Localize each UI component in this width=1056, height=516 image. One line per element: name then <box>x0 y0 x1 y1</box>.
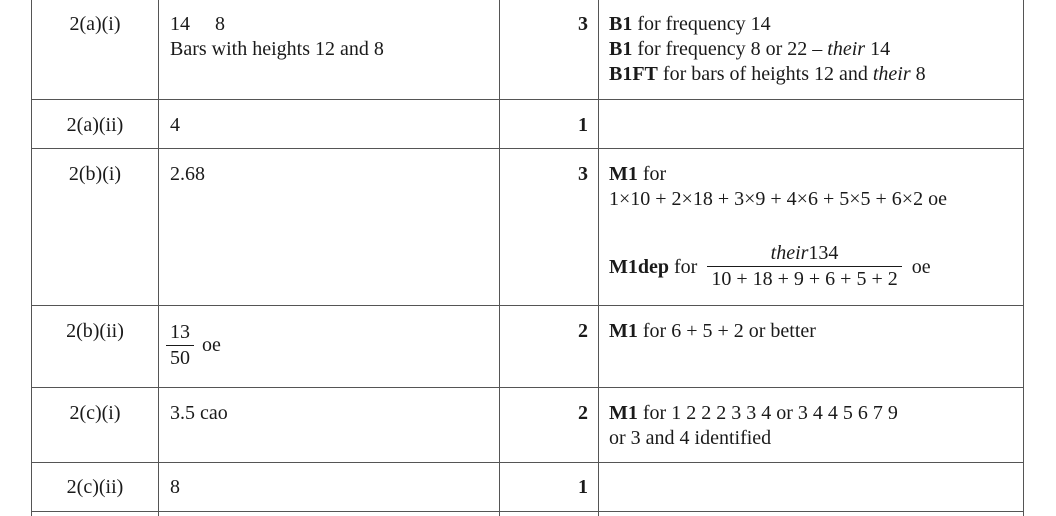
column-divider <box>499 0 500 516</box>
guidance-line: or 3 and 4 identified <box>609 427 772 449</box>
mark-value: 1 <box>578 476 588 498</box>
guidance-text: for <box>637 163 667 185</box>
row-divider <box>31 305 1024 306</box>
guidance-line <box>609 62 926 87</box>
answer-line: 8 <box>170 476 180 498</box>
guidance-text: 8 <box>910 63 926 85</box>
fraction-denominator: 10 + 18 + 9 + 6 + 5 + 2 <box>711 268 898 290</box>
guidance-text: for 1 2 2 2 3 3 4 or 3 4 4 5 6 7 9 <box>637 402 898 424</box>
row-divider <box>31 511 1024 512</box>
answer-fraction <box>166 320 194 371</box>
guidance-line <box>609 319 816 344</box>
question-number: 2(c)(i) <box>69 402 121 424</box>
guidance-italic: their <box>770 242 809 264</box>
row-divider <box>31 387 1024 388</box>
table-border-left <box>31 0 32 516</box>
fraction-numerator <box>767 241 843 266</box>
column-divider <box>598 0 599 516</box>
mark-value: 3 <box>578 163 588 185</box>
mark-value: 3 <box>578 13 588 35</box>
question-number: 2(b)(i) <box>68 163 122 185</box>
answer-line: 4 <box>170 114 180 136</box>
mark-code: M1 <box>609 402 638 424</box>
guidance-text: for <box>669 255 698 278</box>
numerator-value: 134 <box>808 242 839 264</box>
guidance-text: 14 <box>865 38 891 60</box>
answer-fraction-group <box>166 320 221 371</box>
row-divider <box>31 148 1024 149</box>
row-divider <box>31 462 1024 463</box>
answer-line: 3.5 cao <box>170 402 228 424</box>
answer-line: 2.68 <box>170 163 205 185</box>
mark-value: 1 <box>578 114 588 136</box>
fraction-numerator: 13 <box>170 321 190 343</box>
fraction-denominator: 50 <box>170 347 190 369</box>
guidance-italic: their <box>872 63 911 85</box>
question-number: 2(a)(i) <box>69 13 121 35</box>
mark-code: B1FT <box>609 63 658 85</box>
guidance-italic: their <box>827 38 866 60</box>
mark-code: B1 <box>609 13 633 35</box>
guidance-text: for frequency 8 or 22 – <box>632 38 828 60</box>
mark-value: 2 <box>578 320 588 342</box>
answer-line: 14 8 <box>170 13 225 35</box>
column-divider <box>158 0 159 516</box>
guidance-text: for 6 + 5 + 2 or better <box>637 320 816 342</box>
mark-code: M1dep <box>609 255 669 278</box>
row-divider <box>31 99 1024 100</box>
mark-code: B1 <box>609 38 633 60</box>
guidance-text: for frequency 14 <box>632 13 771 35</box>
guidance-expression: 1×10 + 2×18 + 3×9 + 4×6 + 5×5 + 6×2 oe <box>609 188 947 210</box>
mark-code: M1 <box>609 320 638 342</box>
answer-suffix: oe <box>202 334 221 356</box>
guidance-line <box>609 401 898 426</box>
mark-code: M1 <box>609 163 638 185</box>
guidance-line <box>609 241 931 292</box>
table-border-right <box>1023 0 1024 516</box>
question-number: 2(a)(ii) <box>66 114 124 136</box>
question-number: 2(b)(ii) <box>66 320 124 342</box>
guidance-line <box>609 12 771 37</box>
answer-line: Bars with heights 12 and 8 <box>170 38 384 60</box>
guidance-line <box>609 37 890 62</box>
mark-value: 2 <box>578 402 588 424</box>
guidance-suffix: oe <box>911 255 931 278</box>
guidance-line <box>609 162 666 187</box>
guidance-fraction <box>707 241 901 292</box>
question-number: 2(c)(ii) <box>66 476 124 498</box>
guidance-text: for bars of heights 12 and <box>657 63 873 85</box>
